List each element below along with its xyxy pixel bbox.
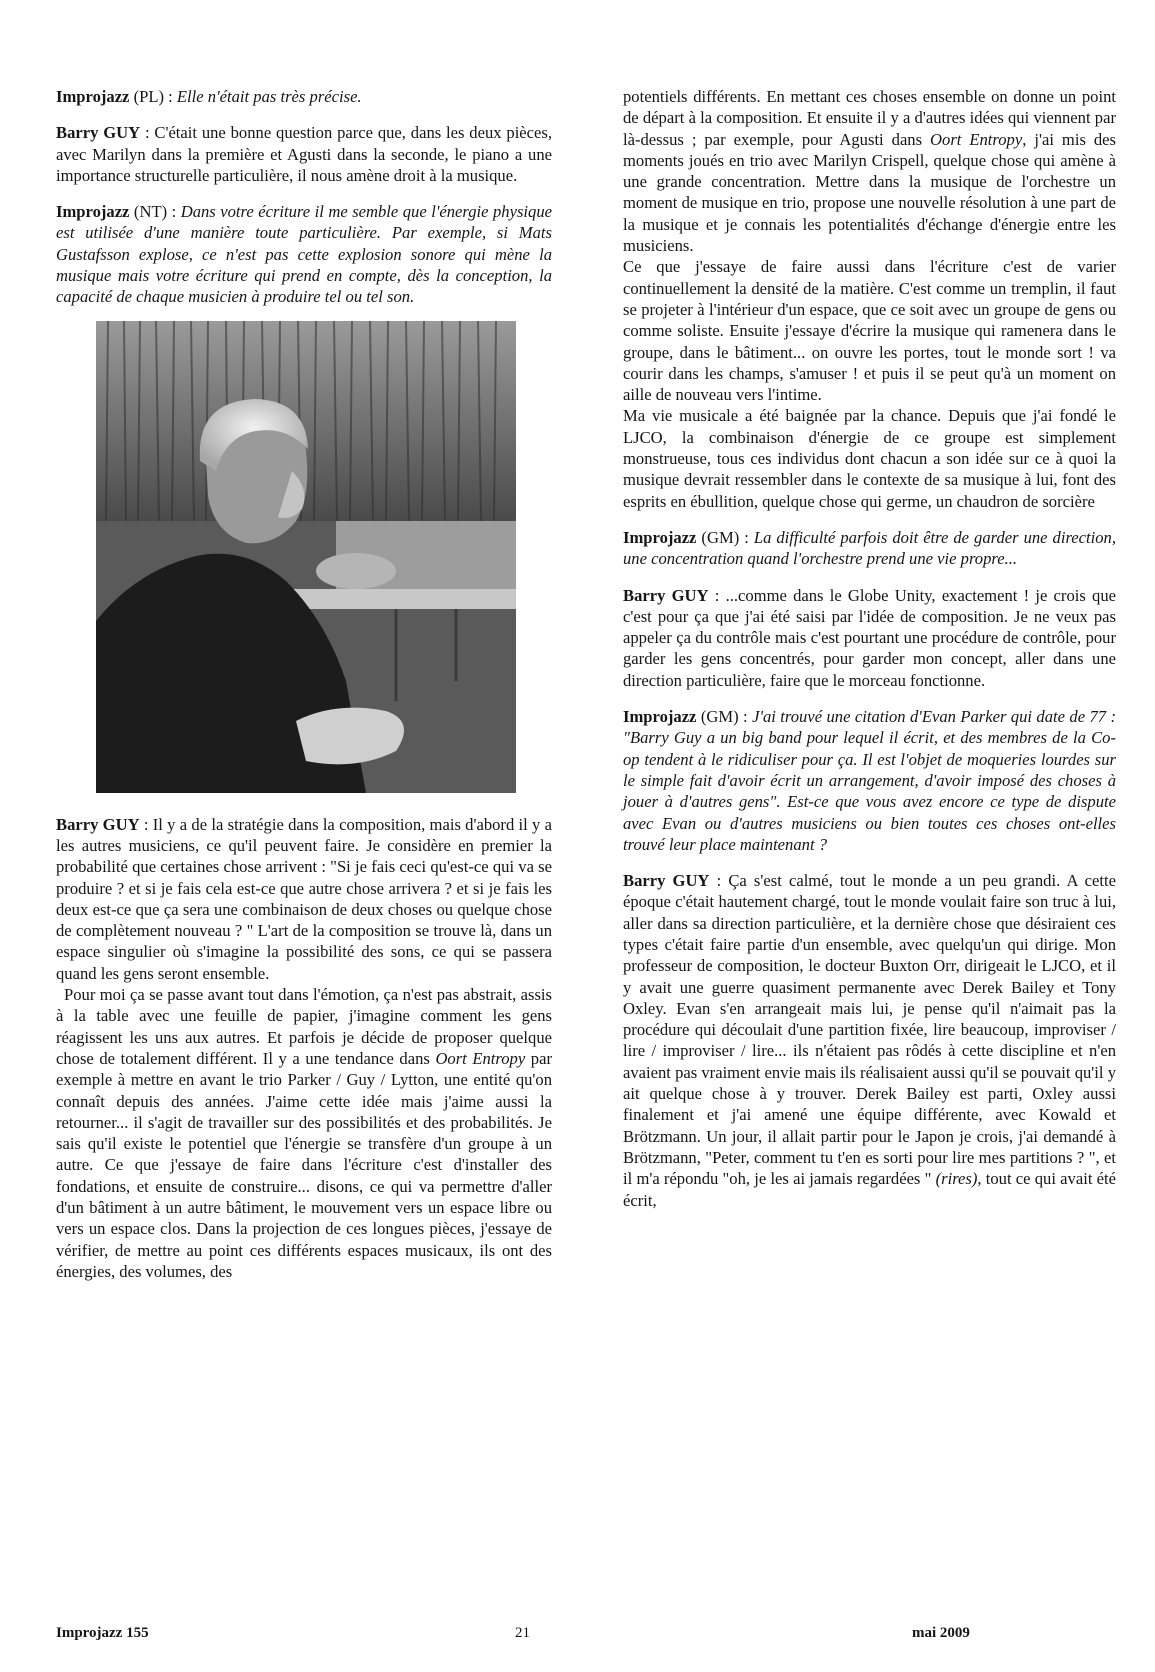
- footer-date: mai 2009: [912, 1625, 970, 1641]
- question-text: Elle n'était pas très précise.: [176, 87, 362, 106]
- question-text: Dans votre écriture il me semble que l'énergie physique est utilisée d'une manière toute particulière. Par exemple, si Mats Gustafsson explose, ce n'est pas cette explosion sonore qui mène la musique mais votre écriture qui prend en compte, dès la conception, la capacité de chaque musicien à produire tel ou tel son.: [56, 202, 552, 307]
- interview-answer: [56, 122, 552, 186]
- interview-answer: [623, 870, 1116, 1211]
- footer-magazine-issue: Improjazz 155: [56, 1625, 149, 1641]
- speaker-label: Improjazz: [623, 527, 697, 547]
- text-run: , tout ce qui avait été écrit,: [623, 1169, 1116, 1210]
- question-text: La difficulté parfois doit être de garder une direction, une concentration quand l'orchestre prend une vie propre...: [623, 527, 1116, 569]
- footer-page-number: 21: [515, 1625, 530, 1641]
- answer-text: : C'était une bonne question parce que, dans les deux pièces, avec Marilyn dans la première et Agusti dans la seconde, le piano a une importance structurelle particulière, il nous amène droit à la musique.: [56, 123, 553, 185]
- interview-question: [623, 527, 1116, 570]
- text-run: potentiels différents. En mettant ces choses ensemble on donne un point de départ à la composition. Et ensuite il y a d'autres idées qui viennent par là-dessus ; par exemple, pour Agusti dans: [623, 87, 1116, 149]
- work-title: Oort Entropy: [435, 1048, 526, 1068]
- speaker-label: Barry GUY: [56, 814, 140, 834]
- interviewer-tag: (GM) :: [696, 707, 753, 727]
- speaker-label: Barry GUY: [623, 585, 709, 605]
- text-run: Pour moi ça se passe avant tout dans l'émotion, ça n'est pas abstrait, assis à la table avec une feuille de papier, j'imagine comment les gens réagissent les uns aux autres. Et parfois je décide de proposer quelque chose de totalement différent. Il y a une tendance dans: [56, 985, 552, 1068]
- answer-continuation: [56, 984, 552, 1282]
- interview-photo: [96, 321, 516, 793]
- interview-question: [56, 86, 552, 107]
- left-column: [56, 86, 552, 1282]
- work-title: Oort Entropy: [930, 129, 1023, 149]
- interview-question: [56, 201, 552, 307]
- interview-answer: [623, 585, 1116, 691]
- answer-continuation: Ce que j'essaye de faire aussi dans l'écriture c'est de varier continuellement la densité de la matière. C'est comme un tremplin, il faut se projeter à l'intérieur d'un espace, que ce soit avec un groupe de gens ou comme soliste. Ensuite j'essaye d'écrire la musique qui ramenera dans le groupe, dans le bâtiment... on ouvre les portes, tout le monde sort ! va courir dans les champs, s'amuser ! et puis il se peut qu'à un moment on aille de nouveau vers l'intime.: [623, 257, 1116, 405]
- answer-text: : Ça s'est calmé, tout le monde a un peu grandi. A cette époque c'était hautement chargé, tout le monde voulait faire son truc à lui, aller dans sa direction particulière, et la dernière chose que désiraient ces types c'était faire partie d'un ensemble, avec quelqu'un qui dirige. Mon professeur de composition, le docteur Buxton Orr, dirigeait le LJCO, et il y avait une guerre quasiment permanente avec Derek Bailey et Tony Oxley. Evan s'en arrangeait mais lui, je pense qu'il n'aimait pas la procédure qui découlait d'une partition fixée, lire beaucoup, improviser / lire / improviser / lire... ils n'étaient pas rôdés à cette discipline et n'en avaient pas vraiment envie mais ils réalisaient aussi qu'il se pouvait qu'il y ait quelque chose à y trouver. Derek Bailey est parti, Oxley aussi finalement et j'ai amené une équipe différente, avec Kowald et Brötzmann. Un jour, il allait partir pour le Japon je crois, j'ai demandé à Brötzmann, "Peter, comment tu t'en es sorti pour lire mes partitions ? ", et il m'a répondu "oh, je les ai jamais regardées ": [623, 871, 1116, 1189]
- right-column: [623, 86, 1116, 1211]
- answer-continuation: [623, 86, 1116, 256]
- answer-continuation: Ma vie musicale a été baignée par la chance. Depuis que j'ai fondé le LJCO, la combinaison d'énergie de ce groupe est simplement monstrueuse, tous ces individus dont chacun a son idée sur ce à quoi la musique devrait ressembler dans le contexte de sa musique à lui, font des esprits en ébullition, quelque chose qui germe, un chaudron de sorcière: [623, 406, 1116, 511]
- interviewer-tag: (PL) :: [129, 87, 177, 106]
- speaker-label: Improjazz: [56, 202, 130, 222]
- interviewer-tag: (GM) :: [696, 527, 754, 547]
- answer-text: : Il y a de la stratégie dans la composition, mais d'abord il y a les autres musiciens, ce qu'il peuvent faire. Je considère en premier la probabilité que certaines chose arrivent : "Si je fais ceci qu'est-ce qui va se produire ? et si je fais cela est-ce que autre chose arrivera ? et si je fais les deux est-ce que ça sera une combinaison de deux choses ou quelque chose de complètement nouveau ? " L'art de la composition se trouve là, dans un espace singulier où s'imagine la possibilité des sons, ce qui se passera quand les gens seront ensemble.: [56, 814, 552, 983]
- interviewer-tag: (NT) :: [129, 202, 181, 222]
- answer-text: : ...comme dans le Globe Unity, exactement ! je crois que c'est pour ça que j'ai été saisi par l'idée de composition. Je ne veux pas appeler ça du contrôle mais c'est pourtant une procédure de contrôle, pour garder les gens concentrés, pour garder mon concept, aller dans une direction particulière, faire que le morceau fonctionne.: [623, 585, 1116, 690]
- aside-text: (rires): [935, 1169, 978, 1189]
- question-text: J'ai trouvé une citation d'Evan Parker qui date de 77 : "Barry Guy a un big band pour lequel il écrit, et des membres de la Co-op tendent à le ridiculiser pour ça. Il est l'objet de moqueries lourdes sur le simple fait d'avoir écrit un arrangement, d'avoir imposé des choses à jouer à d'autres gens". Est-ce que vous avez encore ce type de dispute avec Evan ou d'autres musiciens ou bien toutes ces choses ont-elles trouvé leur place maintenant ?: [623, 707, 1116, 854]
- interview-answer: [56, 814, 552, 984]
- speaker-label: Barry GUY: [56, 123, 141, 143]
- text-run: , j'ai mis des moments joués en trio avec Marilyn Crispell, quelque chose qui amène à une grande concentration. Mettre dans la musique de l'orchestre un moment de musique en trio, propose une nouvelle résolution à une part de la musique et je connais les potentialités d'échange d'énergie entre les musiciens.: [623, 129, 1117, 256]
- text-run: par exemple à mettre en avant le trio Parker / Guy / Lytton, une entité qu'on connaît depuis des années. J'aime cette idée mais j'aime aussi la retourner... il s'agit de travailler sur des possibilités et des probabilités. Je sais qu'il existe le potentiel que l'énergie se transfère d'un groupe à un autre. Ce que j'essaye de faire dans l'écriture c'est d'installer des fondations, et ensuite de construire... disons, ce qui va permettre d'aller d'un bâtiment à un autre bâtiment, le mouvement vers un espace libre ou vers un espace clos. Dans la projection de ces longues pièces, j'essaye de vérifier, de mettre au point ces différents espaces musicaux, ils ont des énergies, des volumes, des: [56, 1048, 552, 1281]
- speaker-label: Improjazz: [56, 87, 130, 106]
- speaker-label: Barry GUY: [623, 871, 710, 891]
- interview-question: [623, 706, 1116, 855]
- speaker-label: Improjazz: [623, 707, 697, 727]
- portrait-image: [96, 321, 516, 793]
